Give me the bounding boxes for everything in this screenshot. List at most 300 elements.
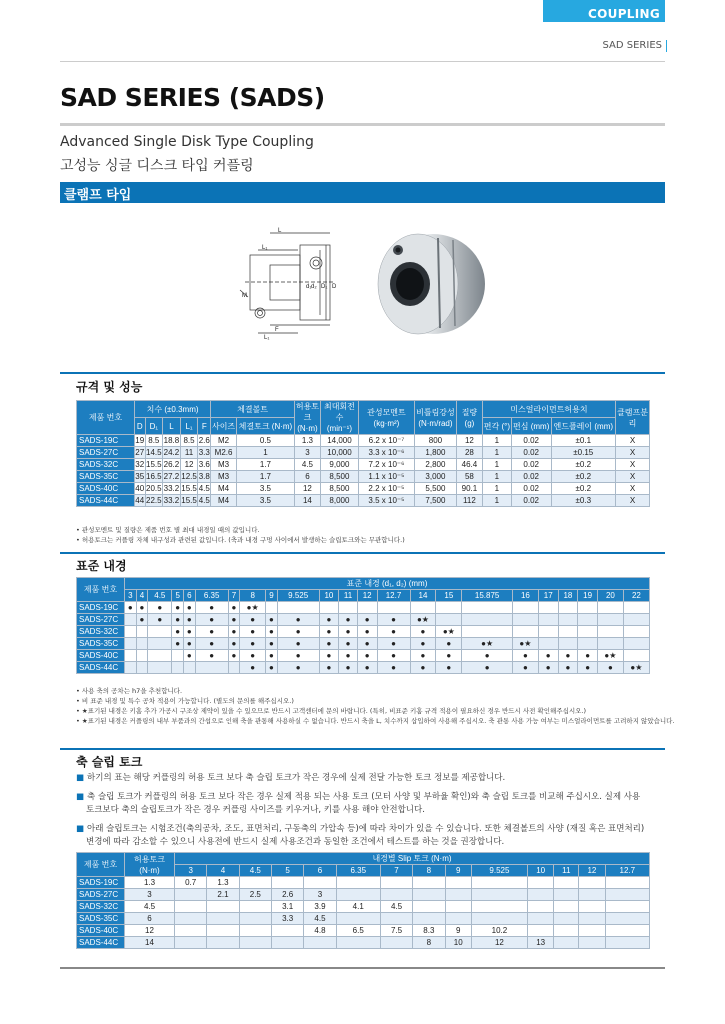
bore-cell bbox=[623, 626, 649, 638]
slip-size: 11 bbox=[554, 865, 579, 877]
bore-cell: ● bbox=[266, 638, 278, 650]
col-slip: 내경별 Slip 토크 (N·m) bbox=[175, 853, 650, 865]
value-cell: 20.5 bbox=[146, 484, 162, 493]
paragraph: ■ 하기의 표는 해당 커플링의 허용 토크 보다 축 슬립 토크가 작은 경우에 실제 전달 가능한 토크 정보를 제공합니다. bbox=[76, 773, 506, 783]
bore-cell: ● bbox=[240, 650, 266, 662]
model-cell: SADS-35C bbox=[77, 638, 125, 650]
value-cell: 1.1 x 10⁻⁵ bbox=[358, 471, 414, 483]
label-d2: d₂ bbox=[311, 284, 317, 290]
bore-size: 14 bbox=[410, 590, 436, 602]
value-cell: 14.5 bbox=[146, 448, 162, 457]
bore-cell bbox=[377, 602, 410, 614]
bore-cell: ● bbox=[125, 602, 137, 614]
bore-cell: ● bbox=[172, 638, 184, 650]
table-row bbox=[77, 483, 650, 495]
bore-cell bbox=[125, 650, 137, 662]
bore-cell bbox=[558, 638, 578, 650]
slip-cell bbox=[554, 913, 579, 925]
slip-cell bbox=[445, 901, 471, 913]
value-cell: 6.2 x 10⁻⁷ bbox=[358, 435, 414, 447]
spec-notes bbox=[76, 525, 405, 545]
model-cell: SADS-40C bbox=[77, 483, 135, 495]
bore-cell: ● bbox=[184, 626, 196, 638]
bore-table bbox=[76, 577, 650, 674]
slip-cell: 1.3 bbox=[207, 877, 239, 889]
bore-cell bbox=[462, 614, 513, 626]
bore-cell: ● bbox=[377, 614, 410, 626]
bore-cell: ● bbox=[377, 662, 410, 674]
slip-cell bbox=[380, 937, 412, 949]
coupling-tab[interactable]: COUPLING bbox=[543, 0, 665, 22]
table-row bbox=[77, 626, 650, 638]
bore-size: 16 bbox=[512, 590, 538, 602]
allow-cell: 14 bbox=[125, 937, 175, 949]
bore-notes bbox=[76, 686, 675, 726]
bore-cell bbox=[125, 638, 137, 650]
table-row bbox=[77, 913, 650, 925]
value-cell: 4.5 bbox=[294, 459, 320, 471]
bore-cell bbox=[623, 614, 649, 626]
model-cell: SADS-32C bbox=[77, 626, 125, 638]
spec-subcol: D bbox=[135, 418, 146, 435]
slip-cell bbox=[554, 889, 579, 901]
bore-cell bbox=[597, 602, 623, 614]
model-cell: SADS-27C bbox=[77, 447, 135, 459]
col-model: 제품 번호 bbox=[77, 853, 125, 877]
slip-cell bbox=[579, 913, 605, 925]
slip-cell bbox=[554, 877, 579, 889]
slip-cell: 13 bbox=[527, 937, 553, 949]
bore-cell bbox=[148, 650, 172, 662]
table-row bbox=[77, 662, 650, 674]
bore-cell: ● bbox=[195, 614, 228, 626]
col-model: 제품 번호 bbox=[77, 401, 135, 435]
model-cell: SADS-32C bbox=[77, 901, 125, 913]
table-row bbox=[77, 495, 650, 507]
model-cell: SADS-32C bbox=[77, 459, 135, 471]
spec-subcol: D₁ bbox=[145, 418, 163, 435]
bore-cell: ● bbox=[228, 638, 240, 650]
value-cell: 1 bbox=[482, 483, 511, 495]
slip-cell bbox=[579, 889, 605, 901]
bore-size: 10 bbox=[319, 590, 339, 602]
col-torque: 허용토크 (N·m) bbox=[295, 402, 320, 433]
slip-cell: 3.9 bbox=[304, 901, 336, 913]
bore-cell bbox=[172, 650, 184, 662]
slip-cell bbox=[175, 889, 207, 901]
slip-cell bbox=[271, 925, 303, 937]
value-cell: 33.2 bbox=[163, 484, 180, 493]
bore-cell: ● bbox=[195, 602, 228, 614]
value-cell: 8,500 bbox=[320, 483, 358, 495]
bore-cell: ● bbox=[277, 662, 319, 674]
model-cell: SADS-35C bbox=[77, 913, 125, 925]
col-mass: 질량 (g) bbox=[456, 401, 482, 435]
bore-cell bbox=[436, 602, 462, 614]
value-cell: 1 bbox=[482, 447, 511, 459]
bore-cell: ● bbox=[266, 650, 278, 662]
bore-cell: ● bbox=[410, 650, 436, 662]
bore-cell bbox=[623, 602, 649, 614]
slip-cell bbox=[239, 901, 271, 913]
bore-cell: ● bbox=[136, 614, 148, 626]
bore-cell: ● bbox=[410, 638, 436, 650]
value-cell: M3 bbox=[211, 459, 237, 471]
bore-size: 9.525 bbox=[277, 590, 319, 602]
note: • 허용토크는 커플링 자체 내구성과 관련된 값입니다. (축과 내경 구멍 사이에서 발생하는 슬립토크와는 무관합니다.) bbox=[76, 536, 405, 544]
value-cell: 4.5 bbox=[198, 496, 210, 505]
bore-cell: ● bbox=[184, 638, 196, 650]
slip-cell: 10 bbox=[445, 937, 471, 949]
bore-cell: ● bbox=[339, 614, 358, 626]
series-tag: SAD SERIES bbox=[603, 40, 667, 52]
paragraph: ■ 아래 슬립토크는 시험조건(축의공차, 조도, 표면처리, 구동축의 가압속 등)에 따라 차이가 있을 수 있습니다. 또한 체결볼트의 사양 (재질 혹은 표면처리) 변경에 따라 감소할 수 있으니 사용전에 반드시 실제 사용조건과 동일한 조건에서 테스트를 하는 것을 권장합니다. bbox=[76, 823, 645, 847]
slip-cell bbox=[554, 937, 579, 949]
value-cell: 1 bbox=[482, 495, 511, 507]
slip-cell: 0.7 bbox=[175, 877, 207, 889]
value-cell: 1.7 bbox=[236, 471, 294, 483]
bore-cell: ● bbox=[148, 614, 172, 626]
bore-cell: ● bbox=[436, 662, 462, 674]
allow-cell: 3 bbox=[125, 889, 175, 901]
col-inertia: 관성모멘트 (kg·m²) bbox=[358, 401, 414, 435]
slip-cell bbox=[207, 925, 239, 937]
slip-cell bbox=[605, 913, 649, 925]
divider bbox=[60, 61, 665, 62]
table-row bbox=[77, 471, 650, 483]
bore-cell bbox=[512, 602, 538, 614]
bore-cell bbox=[125, 662, 137, 674]
value-cell: 7,500 bbox=[414, 495, 456, 507]
note: • 비 표준 내경 및 특수 공차 적용이 가능합니다. (별도의 문의를 해주십시오.) bbox=[76, 697, 294, 705]
bore-cell bbox=[184, 662, 196, 674]
clamp-type-bar: 클램프 타입 bbox=[60, 182, 665, 203]
bore-cell bbox=[148, 662, 172, 674]
value-cell: 12 bbox=[294, 483, 320, 495]
bore-cell bbox=[277, 602, 319, 614]
note: • 사용 축의 공차는 h7을 추천합니다. bbox=[76, 687, 183, 695]
bore-cell: ● bbox=[538, 650, 558, 662]
value-cell: 12.5 bbox=[181, 472, 197, 481]
bore-cell: ● bbox=[240, 662, 266, 674]
spec-subcol: 체결토크 (N·m) bbox=[236, 418, 294, 435]
value-cell: 0.02 bbox=[511, 483, 551, 495]
slip-size: 4.5 bbox=[239, 865, 271, 877]
model-cell: SADS-35C bbox=[77, 471, 135, 483]
bore-cell: ● bbox=[436, 650, 462, 662]
model-cell: SADS-27C bbox=[77, 889, 125, 901]
slip-cell bbox=[304, 877, 336, 889]
bore-size: 5 bbox=[172, 590, 184, 602]
slip-cell: 4.1 bbox=[336, 901, 380, 913]
slip-cell: 4.5 bbox=[380, 901, 412, 913]
value-cell: 5,500 bbox=[414, 483, 456, 495]
value-cell: 3.6 bbox=[198, 460, 210, 469]
value-cell: 33.2 bbox=[163, 496, 180, 505]
bore-cell bbox=[136, 626, 148, 638]
col-clamp: 클램프분리 bbox=[616, 401, 650, 435]
table-row bbox=[77, 889, 650, 901]
slip-size: 10 bbox=[527, 865, 553, 877]
spec-subcol: 편심 (mm) bbox=[511, 418, 551, 435]
value-cell: 0.02 bbox=[511, 471, 551, 483]
model-cell: SADS-44C bbox=[77, 662, 125, 674]
bore-cell: ● bbox=[277, 650, 319, 662]
value-cell: 16.5 bbox=[146, 472, 162, 481]
bore-cell: ● bbox=[228, 614, 240, 626]
value-cell: 10,000 bbox=[320, 447, 358, 459]
bore-cell bbox=[578, 638, 598, 650]
table-row bbox=[77, 877, 650, 889]
value-cell: 2.2 x 10⁻⁵ bbox=[358, 483, 414, 495]
slip-cell bbox=[527, 913, 553, 925]
slip-cell: 12 bbox=[471, 937, 527, 949]
slip-cell bbox=[605, 937, 649, 949]
technical-drawing bbox=[220, 225, 350, 340]
col-dimensions: 치수 (±0.3mm) bbox=[135, 401, 211, 418]
label-d1: d₁ bbox=[306, 284, 312, 290]
bore-size: 15 bbox=[436, 590, 462, 602]
bore-cell bbox=[578, 602, 598, 614]
bore-cell bbox=[462, 626, 513, 638]
slip-cell: 3.1 bbox=[271, 901, 303, 913]
bore-size: 19 bbox=[578, 590, 598, 602]
bore-cell: ● bbox=[277, 638, 319, 650]
slip-cell bbox=[336, 889, 380, 901]
value-cell: 0.5 bbox=[236, 435, 294, 447]
page-title: SAD SERIES (SADS) bbox=[60, 83, 325, 112]
bore-size: 6.35 bbox=[195, 590, 228, 602]
bore-cell: ● bbox=[319, 614, 339, 626]
spec-subcol: L₁ bbox=[180, 418, 198, 435]
bore-cell: ● bbox=[512, 650, 538, 662]
bore-cell: ●★ bbox=[436, 626, 462, 638]
slip-size: 8 bbox=[413, 865, 445, 877]
value-cell: ±0.2 bbox=[551, 471, 615, 483]
table-row bbox=[77, 925, 650, 937]
value-cell: ±0.15 bbox=[551, 447, 615, 459]
bore-cell: ● bbox=[357, 662, 377, 674]
bore-cell: ● bbox=[558, 662, 578, 674]
bore-cell: ● bbox=[195, 626, 228, 638]
slip-cell: 4.8 bbox=[304, 925, 336, 937]
note: • ★표기된 내경은 커플링의 내부 부품과의 간섭으로 인해 축을 관통해 사용하실 수 없습니다. 반드시 축을 L, 치수까지 삽입하여 사용해 주십시오. 축 관통 사용 가능 여부는 미스얼라이먼트를 고려하지 않았습니다. bbox=[76, 717, 675, 725]
model-cell: SADS-19C bbox=[77, 435, 135, 447]
bore-cell: ● bbox=[228, 602, 240, 614]
value-cell: 27 bbox=[135, 448, 145, 457]
slip-cell bbox=[527, 901, 553, 913]
value-cell: 4.5 bbox=[198, 484, 210, 493]
slip-notes bbox=[76, 772, 651, 855]
value-cell: 14,000 bbox=[320, 435, 358, 447]
bore-cell bbox=[266, 602, 278, 614]
slip-cell bbox=[605, 925, 649, 937]
slip-cell bbox=[527, 925, 553, 937]
model-cell: SADS-19C bbox=[77, 877, 125, 889]
slip-cell bbox=[413, 889, 445, 901]
value-cell: X bbox=[616, 471, 650, 483]
slip-cell bbox=[605, 877, 649, 889]
value-cell: 28 bbox=[456, 447, 482, 459]
slip-table bbox=[76, 852, 650, 949]
slip-cell bbox=[471, 877, 527, 889]
slip-size: 4 bbox=[207, 865, 239, 877]
slip-cell bbox=[175, 937, 207, 949]
bore-cell: ●★ bbox=[623, 662, 649, 674]
bore-cell: ● bbox=[357, 638, 377, 650]
table-row bbox=[77, 614, 650, 626]
bore-cell: ● bbox=[410, 626, 436, 638]
value-cell: 6 bbox=[294, 471, 320, 483]
slip-cell bbox=[207, 937, 239, 949]
slip-cell bbox=[471, 913, 527, 925]
value-cell: 1 bbox=[236, 447, 294, 459]
bore-cell: ● bbox=[240, 614, 266, 626]
label-D: D bbox=[332, 284, 337, 290]
value-cell: 2.6 bbox=[198, 436, 210, 445]
slip-size: 12 bbox=[579, 865, 605, 877]
value-cell: 3 bbox=[294, 447, 320, 459]
value-cell: ±0.2 bbox=[551, 483, 615, 495]
model-cell: SADS-40C bbox=[77, 650, 125, 662]
bore-cell: ● bbox=[462, 650, 513, 662]
bore-cell: ● bbox=[240, 638, 266, 650]
model-cell: SADS-44C bbox=[77, 937, 125, 949]
bore-cell: ● bbox=[462, 662, 513, 674]
bore-cell bbox=[538, 614, 558, 626]
subtitle-ko: 고성능 싱글 디스크 타입 커플링 bbox=[60, 158, 254, 174]
value-cell: 15.5 bbox=[181, 484, 197, 493]
slip-cell: 3 bbox=[304, 889, 336, 901]
col-speed: 최대회전수 (min⁻¹) bbox=[320, 401, 358, 435]
bore-cell bbox=[578, 626, 598, 638]
table-row bbox=[77, 602, 650, 614]
bore-cell: ●★ bbox=[410, 614, 436, 626]
slip-cell bbox=[175, 901, 207, 913]
title-underline bbox=[60, 123, 665, 126]
value-cell: M2 bbox=[211, 435, 237, 447]
slip-size: 6 bbox=[304, 865, 336, 877]
value-cell: 27.2 bbox=[163, 472, 180, 481]
bore-cell: ● bbox=[266, 626, 278, 638]
bore-cell: ● bbox=[277, 626, 319, 638]
slip-cell bbox=[239, 913, 271, 925]
col-bolt: 체결볼트 bbox=[211, 401, 295, 418]
slip-cell: 4.5 bbox=[304, 913, 336, 925]
note: • ★표기된 내경은 키홈 추가 가공시 구조상 제약이 있을 수 있으므로 반드시 고객센터에 문의 바랍니다. (특히, 비표준 키홈 규격 적용이 필요하신 경우 반드시 사전 확인해주십시오.) bbox=[76, 707, 587, 715]
slip-cell bbox=[175, 913, 207, 925]
bore-cell bbox=[462, 602, 513, 614]
value-cell: 1,800 bbox=[414, 447, 456, 459]
bore-cell: ● bbox=[512, 662, 538, 674]
bore-size: 3 bbox=[125, 590, 137, 602]
value-cell: 44 bbox=[135, 496, 145, 505]
spec-subcol: 엔드플레이 (mm) bbox=[551, 418, 615, 435]
table-row bbox=[77, 638, 650, 650]
value-cell: M3 bbox=[211, 471, 237, 483]
slip-cell bbox=[413, 901, 445, 913]
bore-size: 17 bbox=[538, 590, 558, 602]
bore-cell: ● bbox=[357, 650, 377, 662]
bore-size: 15.875 bbox=[462, 590, 513, 602]
value-cell: ±0.2 bbox=[551, 459, 615, 471]
slip-cell bbox=[471, 889, 527, 901]
slip-cell bbox=[527, 889, 553, 901]
bore-cell bbox=[538, 626, 558, 638]
value-cell: 1 bbox=[482, 471, 511, 483]
bore-cell: ● bbox=[357, 614, 377, 626]
value-cell: X bbox=[616, 495, 650, 507]
bore-size: 4 bbox=[136, 590, 148, 602]
slip-cell bbox=[304, 937, 336, 949]
slip-cell bbox=[579, 901, 605, 913]
bore-cell bbox=[538, 638, 558, 650]
table-row bbox=[77, 650, 650, 662]
bore-cell bbox=[558, 614, 578, 626]
value-cell: 15.5 bbox=[181, 496, 197, 505]
bore-cell: ● bbox=[228, 626, 240, 638]
bore-cell bbox=[125, 614, 137, 626]
subtitle-en: Advanced Single Disk Type Coupling bbox=[60, 134, 314, 150]
bore-cell: ●★ bbox=[240, 602, 266, 614]
model-cell: SADS-44C bbox=[77, 495, 135, 507]
bore-cell bbox=[319, 602, 339, 614]
slip-cell bbox=[239, 937, 271, 949]
bore-cell: ● bbox=[558, 650, 578, 662]
value-cell: M2.6 bbox=[211, 447, 237, 459]
value-cell: M4 bbox=[211, 483, 237, 495]
bore-size: 12 bbox=[357, 590, 377, 602]
slip-cell bbox=[336, 877, 380, 889]
bore-cell: ● bbox=[277, 614, 319, 626]
bore-cell: ● bbox=[319, 662, 339, 674]
slip-cell bbox=[336, 913, 380, 925]
slip-cell bbox=[271, 937, 303, 949]
value-cell: 9,000 bbox=[320, 459, 358, 471]
slip-cell bbox=[413, 877, 445, 889]
bore-size: 22 bbox=[623, 590, 649, 602]
slip-size: 5 bbox=[271, 865, 303, 877]
bore-cell: ● bbox=[148, 602, 172, 614]
bore-cell: ● bbox=[339, 626, 358, 638]
value-cell: 2,800 bbox=[414, 459, 456, 471]
table-row bbox=[77, 435, 650, 447]
spec-subcol: 편각 (°) bbox=[482, 418, 511, 435]
bore-cell bbox=[512, 614, 538, 626]
slip-cell bbox=[605, 889, 649, 901]
value-cell: X bbox=[616, 459, 650, 471]
col-stiffness: 비틀림강성 (N·m/rad) bbox=[414, 401, 456, 435]
bore-cell: ● bbox=[410, 662, 436, 674]
bore-cell: ● bbox=[339, 662, 358, 674]
bore-cell bbox=[597, 626, 623, 638]
slip-cell bbox=[271, 877, 303, 889]
bore-cell: ● bbox=[319, 626, 339, 638]
bore-cell bbox=[228, 662, 240, 674]
bore-cell: ● bbox=[578, 650, 598, 662]
slip-cell bbox=[380, 889, 412, 901]
value-cell: 7.2 x 10⁻⁶ bbox=[358, 459, 414, 471]
slip-size: 9 bbox=[445, 865, 471, 877]
bore-cell: ● bbox=[319, 638, 339, 650]
value-cell: ±0.1 bbox=[551, 435, 615, 447]
bore-cell: ● bbox=[266, 614, 278, 626]
bore-cell bbox=[558, 626, 578, 638]
value-cell: 800 bbox=[414, 435, 456, 447]
value-cell: 0.02 bbox=[511, 435, 551, 447]
slip-cell: 10.2 bbox=[471, 925, 527, 937]
bore-cell bbox=[558, 602, 578, 614]
